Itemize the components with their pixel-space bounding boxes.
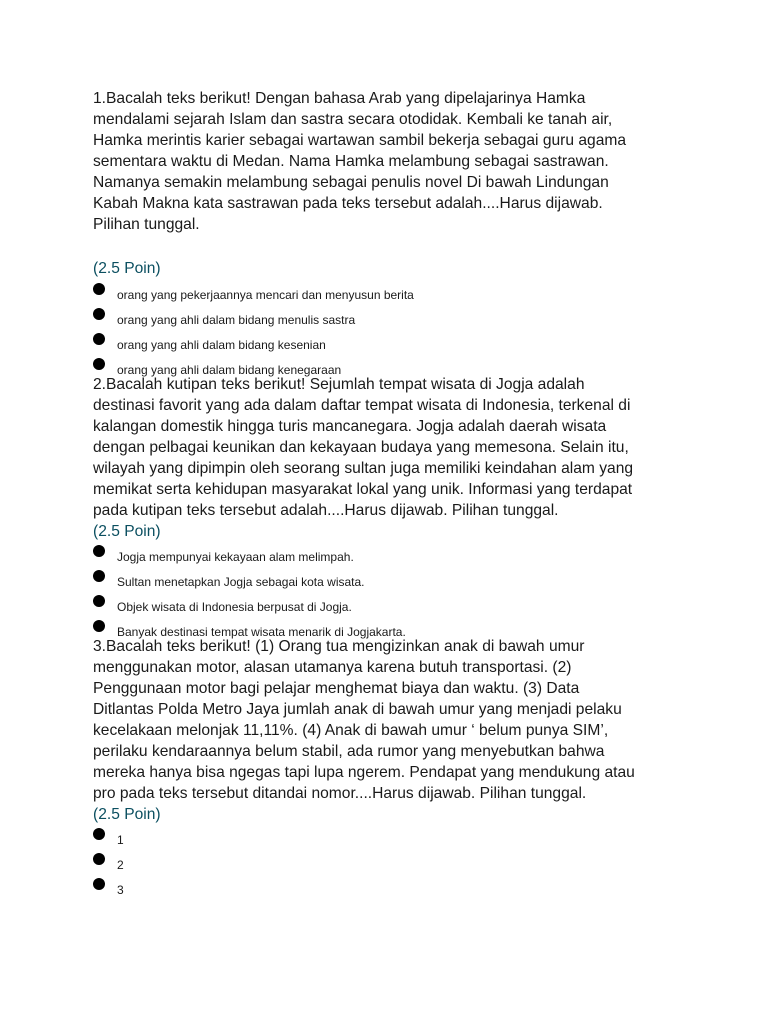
option-label: Objek wisata di Indonesia berpusat di Jogja. xyxy=(117,600,352,614)
radio-bullet-icon[interactable] xyxy=(93,570,105,582)
answer-option[interactable] xyxy=(93,622,733,639)
answer-option[interactable] xyxy=(93,310,733,335)
answer-option[interactable] xyxy=(93,285,733,310)
question-1 xyxy=(93,88,733,377)
option-label: orang yang pekerjaannya mencari dan menyusun berita xyxy=(117,288,414,302)
option-label: 1 xyxy=(117,833,124,847)
question-text: 3.Bacalah teks berikut! (1) Orang tua mengizinkan anak di bawah umur menggunakan motor, alasan utamanya karena butuh transportasi. (2) Penggunaan motor bagi pelajar menghemat biaya dan waktu. (3) Data Ditlantas Polda Metro Jaya jumlah anak di bawah umur yang menjadi pelaku kecelakaan melonjak 11,11%. (4) Anak di bawah umur ‘ belum punya SIM’, perilaku kendaraannya belum stabil, ada rumor yang menyebutkan bahwa mereka hanya bisa ngegas tapi lupa ngerem. Pendapat yang mendukung atau pro pada teks tersebut ditandai nomor....Harus dijawab. Pilihan tunggal. xyxy=(93,638,635,802)
points-label: (2.5 Poin) xyxy=(93,260,161,277)
radio-bullet-icon[interactable] xyxy=(93,308,105,320)
radio-bullet-icon[interactable] xyxy=(93,853,105,865)
option-label: orang yang ahli dalam bidang kesenian xyxy=(117,338,326,352)
radio-bullet-icon[interactable] xyxy=(93,283,105,295)
radio-bullet-icon[interactable] xyxy=(93,545,105,557)
points-label: (2.5 Poin) xyxy=(93,806,161,823)
radio-bullet-icon[interactable] xyxy=(93,595,105,607)
answer-option[interactable] xyxy=(93,880,733,905)
radio-bullet-icon[interactable] xyxy=(93,333,105,345)
question-text: 2.Bacalah kutipan teks berikut! Sejumlah tempat wisata di Jogja adalah destinasi favorit yang ada dalam daftar tempat wisata di Indonesia, terkenal di kalangan domestik hingga turis mancanegara. Jogja adalah daerah wisata dengan pelbagai keunikan dan kekayaan budaya yang memesona. Selain itu, wilayah yang dipimpin oleh seorang sultan juga memiliki keindahan alam yang memikat serta kehidupan masyarakat lokal yang unik. Informasi yang terdapat pada kutipan teks tersebut adalah....Harus dijawab. Pilihan tunggal. xyxy=(93,376,634,519)
answer-option[interactable] xyxy=(93,597,733,622)
question-3 xyxy=(93,636,733,905)
option-label: 3 xyxy=(117,883,124,897)
radio-bullet-icon[interactable] xyxy=(93,878,105,890)
answer-option[interactable] xyxy=(93,547,733,572)
answer-option[interactable] xyxy=(93,855,733,880)
radio-bullet-icon[interactable] xyxy=(93,620,105,632)
radio-bullet-icon[interactable] xyxy=(93,828,105,840)
question-2 xyxy=(93,374,733,639)
option-label: 2 xyxy=(117,858,124,872)
answer-options xyxy=(93,830,733,905)
answer-options xyxy=(93,547,733,639)
points-label: (2.5 Poin) xyxy=(93,523,161,540)
option-label: Jogja mempunyai kekayaan alam melimpah. xyxy=(117,550,354,564)
answer-option[interactable] xyxy=(93,360,733,377)
answer-option[interactable] xyxy=(93,572,733,597)
answer-option[interactable] xyxy=(93,830,733,855)
answer-option[interactable] xyxy=(93,335,733,360)
quiz-page xyxy=(93,88,733,905)
option-label: Banyak destinasi tempat wisata menarik di Jogjakarta. xyxy=(117,625,406,639)
option-label: orang yang ahli dalam bidang menulis sastra xyxy=(117,313,356,327)
option-label: orang yang ahli dalam bidang kenegaraan xyxy=(117,363,342,377)
answer-options xyxy=(93,285,733,377)
radio-bullet-icon[interactable] xyxy=(93,358,105,370)
option-label: Sultan menetapkan Jogja sebagai kota wisata. xyxy=(117,575,365,589)
question-text: 1.Bacalah teks berikut! Dengan bahasa Arab yang dipelajarinya Hamka mendalami sejarah Islam dan sastra secara otodidak. Kembali ke tanah air, Hamka merintis karier sebagai wartawan sambil bekerja sebagai guru agama sementara waktu di Medan. Nama Hamka melambung sebagai sastrawan. Namanya semakin melambung sebagai penulis novel Di bawah Lindungan Kabah Makna kata sastrawan pada teks tersebut adalah....Harus dijawab. Pilihan tunggal. xyxy=(93,90,627,233)
